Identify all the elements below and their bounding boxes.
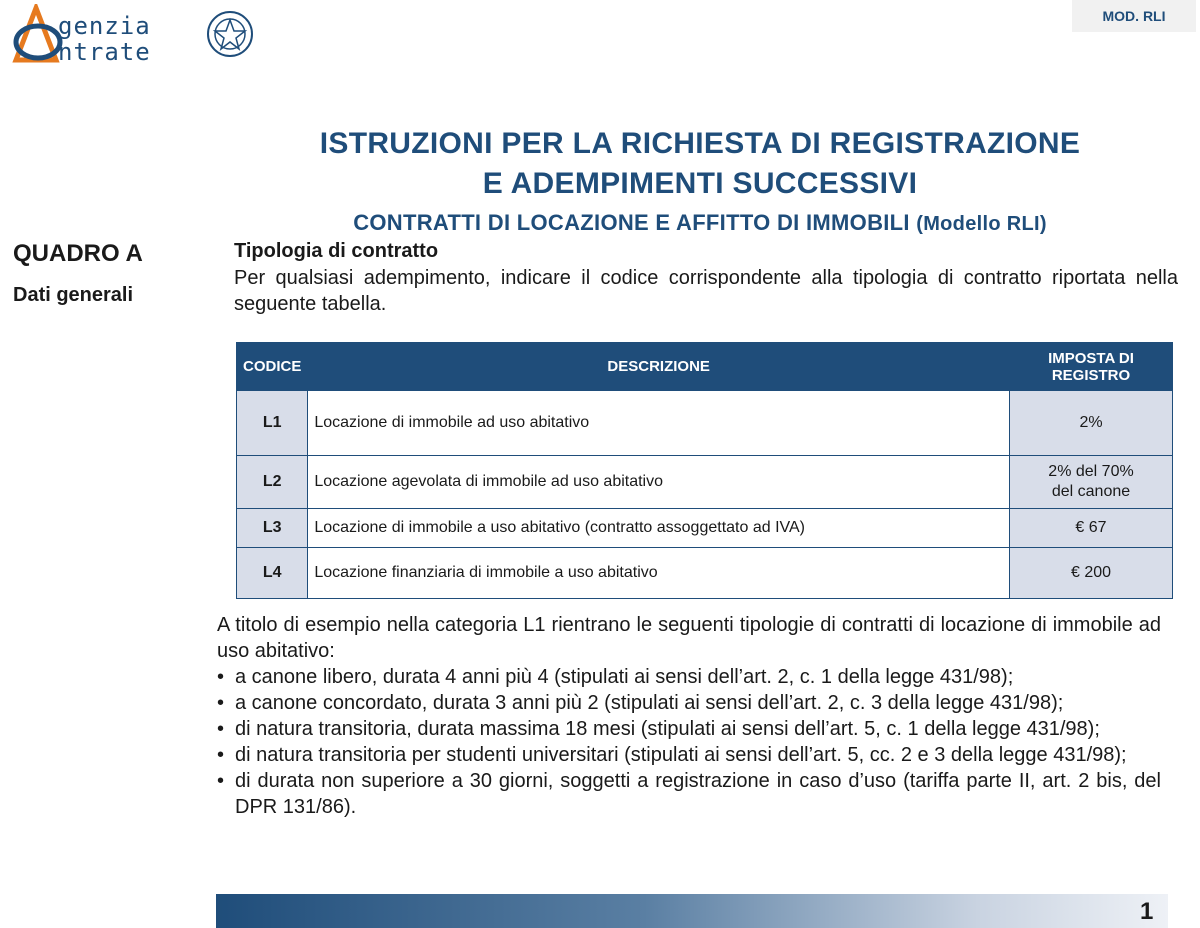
tax-line: 2% del 70% [1048,463,1134,480]
logo-text-line2: ntrate [58,38,151,66]
table-cell-description: Locazione agevolata di immobile ad uso abitativo [308,456,1010,509]
tax-line: € 200 [1070,564,1112,581]
tax-line: del canone [1051,483,1131,500]
list-item-text: di natura transitoria per studenti universitari (stipulati ai sensi dell’art. 5, cc. 2 e 3 della legge 431/98); [235,744,1127,766]
table-cell-code: L3 [237,509,308,548]
model-code: MOD. RLI [1072,0,1196,32]
logo-text-line1: genzia [58,12,151,40]
table-header-tax: IMPOSTA DI REGISTRO [1010,343,1173,391]
examples-list [217,664,1161,820]
table-header-row [237,343,1173,391]
bullet-icon: • [217,666,225,688]
table-cell-description: Locazione finanziaria di immobile a uso abitativo [308,548,1010,599]
table-cell-tax [1010,391,1173,456]
list-item-text: di natura transitoria, durata massima 18 mesi (stipulati ai sensi dell’art. 5, c. 1 della legge 431/98); [235,718,1100,740]
contract-types-table [236,342,1173,599]
title-line1: ISTRUZIONI PER LA RICHIESTA DI REGISTRAZIONE [319,127,1081,160]
examples-intro: A titolo di esempio nella categoria L1 rientrano le seguenti tipologie di contratti di locazione di immobile ad uso abitativo: [217,614,1161,662]
list-item [217,716,1161,742]
bullet-icon: • [217,744,225,766]
bullet-icon: • [217,718,225,740]
bullet-icon: • [217,692,225,714]
list-item-text: a canone libero, durata 4 anni più 4 (stipulati ai sensi dell’art. 2, c. 1 della legge 431/98); [235,666,1014,688]
content-subheading: Tipologia di contratto [234,240,439,262]
list-item-text: a canone concordato, durata 3 anni più 2 (stipulati ai sensi dell’art. 2, c. 3 della legge 431/98); [235,692,1064,714]
title-line3-main: CONTRATTI DI LOCAZIONE E AFFITTO DI IMMOBILI [353,210,910,235]
list-item [217,664,1161,690]
table-row [237,391,1173,456]
bullet-icon: • [217,770,225,792]
examples-section [217,612,1161,820]
agenzia-entrate-logo [12,4,262,66]
page-number: 1 [1140,898,1154,925]
table-header-code: CODICE [237,343,308,391]
tax-line: 2% [1079,414,1103,431]
title-line2: E ADEMPIMENTI SUCCESSIVI [482,167,918,200]
table-cell-tax [1010,548,1173,599]
table-cell-description: Locazione di immobile ad uso abitativo [308,391,1010,456]
title-line3 [200,210,1200,236]
section-subtitle: Dati generali [13,284,134,306]
content-intro: Per qualsiasi adempimento, indicare il codice corrispondente alla tipologia di contratto riportata nella seguente tabella. [234,267,1178,315]
section-quadro: QUADRO A [13,240,143,267]
table-cell-code: L2 [237,456,308,509]
table-cell-code: L4 [237,548,308,599]
list-item [217,768,1161,820]
table-cell-tax [1010,456,1173,509]
table-row [237,456,1173,509]
table-cell-code: L1 [237,391,308,456]
table-cell-tax [1010,509,1173,548]
tax-line: € 67 [1075,519,1107,536]
table-row [237,509,1173,548]
title-line3-suffix: (Modello RLI) [916,213,1047,235]
list-item-text: di durata non superiore a 30 giorni, soggetti a registrazione in caso d’uso (tariffa parte II, art. 2 bis, del DPR 131/86). [235,770,1161,818]
table-header-description: DESCRIZIONE [308,343,1010,391]
list-item [217,690,1161,716]
table-row [237,548,1173,599]
footer-bar [216,894,1168,928]
list-item [217,742,1161,768]
table-cell-description: Locazione di immobile a uso abitativo (contratto assoggettato ad IVA) [308,509,1010,548]
